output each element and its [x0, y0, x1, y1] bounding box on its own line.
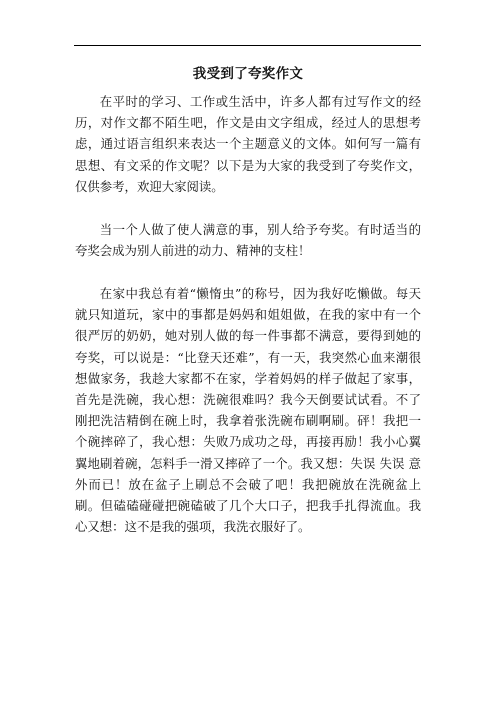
paragraph-praise: 当一个人做了使人满意的事，别人给予夸奖。有时适当的夸奖会成为别人前进的动力、精神的支柱！	[75, 222, 421, 259]
paragraph-intro: 在平时的学习、工作或生活中，许多人都有过写作文的经历，对作文都不陌生吧，作文是由文字组成，经过人的思想考虑，通过语言组织来表达一个主题意义的文体。如何写一篇有思想、有文采的作文呢？以下是为大家的我受到了夸奖作文，仅供参考，欢迎大家阅读。	[75, 94, 421, 194]
paragraph-story: 在家中我总有着“懒惰虫”的称号，因为我好吃懒做。每天就只知道玩，家中的事都是妈妈和姐姐做，在我的家中有一个很严厉的奶奶，她对别人做的每一件事都不满意，要得到她的夸奖，可以说是：“比登天还难”，有一天，我突然心血来潮很想做家务，我趁大家都不在家，学着妈妈的样子做起了家事，首先是洗碗，我心想：洗碗很难吗？我今天倒要试试看。不了刚把洗洁精倒在碗上时，我拿着张洗碗布刷啊刷。砰！我把一个碗摔碎了，我心想：失败乃成功之母，再接再励！我小心翼翼地刷着碗，怎料手一滑又摔碎了一个。我又想：失误 失误 意外而已！放在盆子上刷总不会破了吧！我把碗放在洗碗盆上刷。但磕磕碰碰把碗磕破了几个大口子，把我手扎得流血。我心又想：这不是我的强项，我洗衣服好了。	[75, 286, 421, 535]
document-title: 我受到了夸奖作文	[192, 66, 304, 82]
header-rule	[74, 45, 421, 46]
